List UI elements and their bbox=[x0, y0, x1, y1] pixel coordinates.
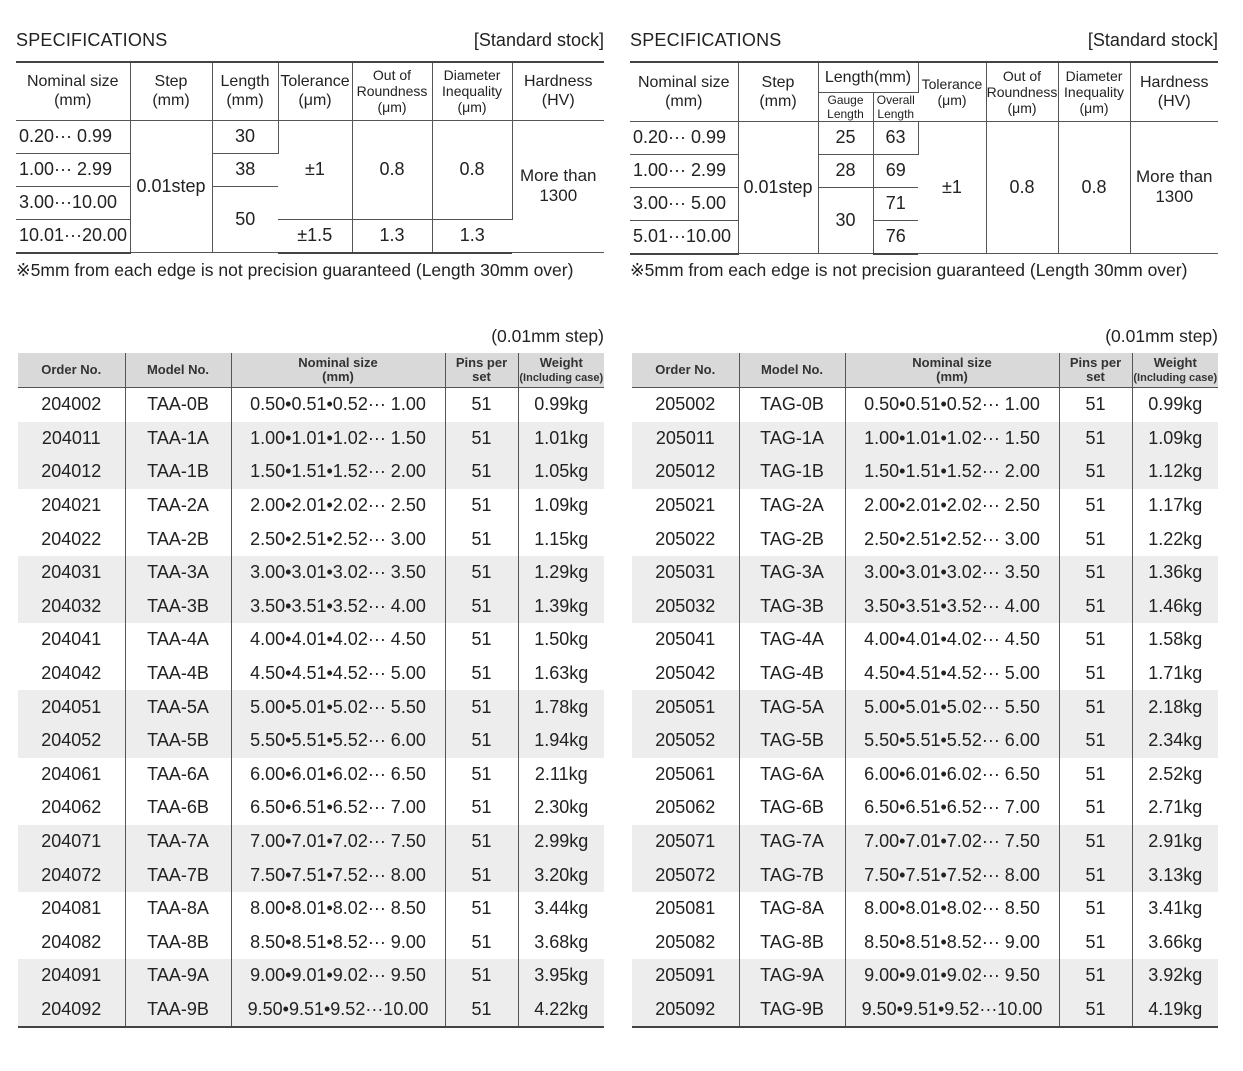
pins-cell: 51 bbox=[445, 623, 518, 657]
pins-cell: 51 bbox=[445, 690, 518, 724]
pins-cell: 51 bbox=[445, 926, 518, 960]
table-row bbox=[632, 590, 1218, 624]
nominal-cell: 0.20··· 0.99 bbox=[630, 121, 738, 154]
model-no-cell: TAG-8A bbox=[739, 892, 845, 926]
table-row bbox=[18, 791, 604, 825]
order-no-cell: 204061 bbox=[18, 758, 125, 792]
table-row bbox=[632, 825, 1218, 859]
model-no-cell: TAA-8A bbox=[125, 892, 231, 926]
step-note: (0.01mm step) bbox=[1105, 326, 1218, 346]
nominal-size-cell: 8.50•8.51•8.52··· 9.00 bbox=[845, 926, 1059, 960]
nominal-size-cell: 9.50•9.51•9.52···10.00 bbox=[231, 993, 445, 1028]
weight-cell: 1.39kg bbox=[518, 590, 604, 624]
pins-cell: 51 bbox=[1059, 556, 1132, 590]
order-no-cell: 204092 bbox=[18, 993, 125, 1028]
order-no-cell: 205092 bbox=[632, 993, 739, 1028]
nominal-cell: 0.20··· 0.99 bbox=[16, 120, 130, 153]
order-no-cell: 204091 bbox=[18, 959, 125, 993]
order-no-cell: 204071 bbox=[18, 825, 125, 859]
model-no-cell: TAA-9A bbox=[125, 959, 231, 993]
weight-cell: 2.99kg bbox=[518, 825, 604, 859]
model-no-cell: TAA-1A bbox=[125, 422, 231, 456]
inequality-cell: 0.8 bbox=[1058, 121, 1130, 254]
order-no-cell: 204042 bbox=[18, 657, 125, 691]
table-row bbox=[18, 825, 604, 859]
weight-cell: 1.22kg bbox=[1148, 528, 1203, 549]
table-row bbox=[632, 556, 1218, 590]
table-row bbox=[632, 657, 1218, 691]
pins-cell: 51 bbox=[445, 388, 518, 422]
table-row bbox=[632, 758, 1218, 792]
pins-cell: 51 bbox=[445, 724, 518, 758]
weight-cell: 1.29kg bbox=[518, 556, 604, 590]
table-row bbox=[18, 422, 604, 456]
model-no-cell: TAG-4A bbox=[739, 623, 845, 657]
nominal-size-cell: 3.00•3.01•3.02··· 3.50 bbox=[845, 556, 1059, 590]
nominal-size-cell: 9.00•9.01•9.02··· 9.50 bbox=[845, 959, 1059, 993]
weight-cell: 1.94kg bbox=[518, 724, 604, 758]
table-row bbox=[18, 690, 604, 724]
order-no-cell: 204032 bbox=[18, 590, 125, 624]
order-no-cell: 205021 bbox=[632, 489, 739, 523]
model-no-cell: TAG-1A bbox=[739, 422, 845, 456]
roundness-cell: 0.8 bbox=[352, 120, 432, 219]
table-row bbox=[632, 724, 1218, 758]
nominal-size-cell: 9.50•9.51•9.52···10.00 bbox=[845, 993, 1059, 1028]
order-no-cell: 205082 bbox=[632, 926, 739, 960]
pins-cell: 51 bbox=[445, 489, 518, 523]
nominal-cell: 10.01···20.00 bbox=[16, 219, 130, 253]
order-no-cell: 204041 bbox=[18, 623, 125, 657]
weight-cell: 2.18kg bbox=[1132, 690, 1218, 724]
order-no-cell: 205041 bbox=[632, 623, 739, 657]
spec-title: SPECIFICATIONS bbox=[630, 30, 782, 50]
table-row bbox=[632, 959, 1218, 993]
pins-cell: 51 bbox=[1059, 825, 1132, 859]
header-tolerance: Tolerance (μm) bbox=[278, 62, 352, 120]
pins-cell: 51 bbox=[1059, 489, 1132, 523]
step-cell: 0.01step bbox=[738, 121, 818, 254]
model-no-cell: TAG-9A bbox=[739, 959, 845, 993]
nominal-size-cell: 6.00•6.01•6.02··· 6.50 bbox=[845, 758, 1059, 792]
pins-cell: 51 bbox=[1059, 926, 1132, 960]
table-row bbox=[18, 724, 604, 758]
nominal-size-cell: 8.50•8.51•8.52··· 9.00 bbox=[231, 926, 445, 960]
pins-cell: 51 bbox=[1059, 455, 1132, 489]
nominal-cell: 1.00··· 2.99 bbox=[630, 154, 738, 187]
table-row bbox=[632, 623, 1218, 657]
order-no-cell: 205061 bbox=[632, 758, 739, 792]
weight-cell: 2.30kg bbox=[534, 797, 589, 818]
weight-cell: 3.95kg bbox=[518, 959, 604, 993]
table-row bbox=[18, 623, 604, 657]
nominal-size-cell: 3.50•3.51•3.52··· 4.00 bbox=[845, 590, 1059, 624]
spec-note: ※5mm from each edge is not precision guaranteed (Length 30mm over) bbox=[630, 260, 1188, 280]
model-no-cell: TAA-2B bbox=[125, 522, 231, 556]
model-no-cell: TAG-0B bbox=[739, 388, 845, 422]
order-no-cell: 204052 bbox=[18, 724, 125, 758]
weight-cell: 4.19kg bbox=[1132, 993, 1218, 1028]
table-row bbox=[18, 858, 604, 892]
overall-length-cell: 71 bbox=[873, 187, 918, 220]
order-no-cell: 205012 bbox=[632, 455, 739, 489]
weight-cell: 1.17kg bbox=[1148, 495, 1203, 516]
model-no-cell: TAG-9B bbox=[739, 993, 845, 1028]
header-order-no: Order No. bbox=[18, 353, 125, 388]
order-no-cell: 205051 bbox=[632, 690, 739, 724]
model-no-cell: TAA-4B bbox=[125, 657, 231, 691]
order-no-cell: 205081 bbox=[632, 892, 739, 926]
table-row bbox=[18, 892, 604, 926]
nominal-size-cell: 8.00•8.01•8.02··· 8.50 bbox=[231, 892, 445, 926]
order-no-cell: 205011 bbox=[632, 422, 739, 456]
model-no-cell: TAG-8B bbox=[739, 926, 845, 960]
model-no-cell: TAA-9B bbox=[125, 993, 231, 1028]
nominal-size-cell: 0.50•0.51•0.52··· 1.00 bbox=[845, 388, 1059, 422]
order-no-cell: 204021 bbox=[18, 489, 125, 523]
weight-cell: 1.36kg bbox=[1132, 556, 1218, 590]
header-roundness: Out of Roundness (μm) bbox=[352, 62, 432, 120]
nominal-size-cell: 7.00•7.01•7.02··· 7.50 bbox=[845, 825, 1059, 859]
order-no-cell: 204072 bbox=[18, 858, 125, 892]
step-cell: 0.01step bbox=[130, 120, 212, 253]
order-no-cell: 205072 bbox=[632, 858, 739, 892]
nominal-size-cell: 1.00•1.01•1.02··· 1.50 bbox=[845, 422, 1059, 456]
order-no-cell: 205031 bbox=[632, 556, 739, 590]
weight-cell: 2.11kg bbox=[534, 763, 588, 784]
pins-cell: 51 bbox=[1059, 993, 1132, 1028]
pins-cell: 51 bbox=[1059, 724, 1132, 758]
model-no-cell: TAA-8B bbox=[125, 926, 231, 960]
weight-cell: 1.58kg bbox=[1148, 629, 1203, 650]
nominal-cell: 1.00··· 2.99 bbox=[16, 153, 130, 186]
spec-note: ※5mm from each edge is not precision guaranteed (Length 30mm over) bbox=[16, 260, 574, 280]
pins-cell: 51 bbox=[445, 556, 518, 590]
table-row bbox=[632, 455, 1218, 489]
header-roundness: Out of Roundness (μm) bbox=[986, 62, 1058, 121]
step-note: (0.01mm step) bbox=[491, 326, 604, 346]
pins-cell: 51 bbox=[1059, 657, 1132, 691]
nominal-size-cell: 3.00•3.01•3.02··· 3.50 bbox=[231, 556, 445, 590]
table-row bbox=[18, 556, 604, 590]
pins-cell: 51 bbox=[445, 892, 518, 926]
table-row bbox=[632, 489, 1218, 523]
order-no-cell: 204022 bbox=[18, 522, 125, 556]
spec-table bbox=[630, 61, 1218, 255]
nominal-size-cell: 2.50•2.51•2.52··· 3.00 bbox=[231, 522, 445, 556]
order-no-cell: 205022 bbox=[632, 522, 739, 556]
model-no-cell: TAG-7B bbox=[739, 858, 845, 892]
header-step: Step (mm) bbox=[738, 62, 818, 121]
order-no-cell: 204051 bbox=[18, 690, 125, 724]
table-row bbox=[632, 993, 1218, 1028]
order-no-cell: 205062 bbox=[632, 791, 739, 825]
nominal-size-cell: 4.50•4.51•4.52··· 5.00 bbox=[231, 657, 445, 691]
pins-cell: 51 bbox=[1059, 892, 1132, 926]
header-nominal-size: Nominal size (mm) bbox=[231, 353, 445, 388]
overall-length-cell: 63 bbox=[873, 121, 918, 154]
nominal-size-cell: 7.50•7.51•7.52··· 8.00 bbox=[231, 858, 445, 892]
gauge-length-cell: 25 bbox=[818, 121, 873, 154]
model-no-cell: TAA-7B bbox=[125, 858, 231, 892]
table-row bbox=[18, 993, 604, 1028]
table-row bbox=[18, 959, 604, 993]
spec-heading bbox=[16, 30, 604, 54]
weight-cell: 3.92kg bbox=[1132, 959, 1218, 993]
weight-cell: 3.44kg bbox=[534, 898, 589, 919]
weight-cell: 0.99kg bbox=[534, 394, 589, 415]
pins-cell: 51 bbox=[445, 455, 518, 489]
model-no-cell: TAG-4B bbox=[739, 657, 845, 691]
order-table bbox=[18, 353, 604, 1028]
header-nominal-size: Nominal size (mm) bbox=[630, 62, 738, 121]
nominal-size-cell: 3.50•3.51•3.52··· 4.00 bbox=[231, 590, 445, 624]
pins-cell: 51 bbox=[1059, 690, 1132, 724]
model-no-cell: TAA-4A bbox=[125, 623, 231, 657]
model-no-cell: TAG-7A bbox=[739, 825, 845, 859]
model-no-cell: TAG-3A bbox=[739, 556, 845, 590]
model-no-cell: TAG-6A bbox=[739, 758, 845, 792]
header-length: Length (mm) bbox=[212, 62, 278, 120]
weight-cell: 1.05kg bbox=[518, 455, 604, 489]
header-tolerance: Tolerance (μm) bbox=[918, 62, 986, 121]
weight-cell: 3.68kg bbox=[534, 931, 589, 952]
nominal-size-cell: 1.50•1.51•1.52··· 2.00 bbox=[231, 455, 445, 489]
pins-cell: 51 bbox=[445, 959, 518, 993]
table-row bbox=[18, 522, 604, 556]
model-no-cell: TAA-5A bbox=[125, 690, 231, 724]
weight-cell: 2.34kg bbox=[1132, 724, 1218, 758]
table-row bbox=[632, 858, 1218, 892]
pins-cell: 51 bbox=[1059, 623, 1132, 657]
weight-cell: 4.22kg bbox=[518, 993, 604, 1028]
model-no-cell: TAA-2A bbox=[125, 489, 231, 523]
roundness-cell: 0.8 bbox=[986, 121, 1058, 254]
table-row bbox=[18, 489, 604, 523]
nominal-size-cell: 7.50•7.51•7.52··· 8.00 bbox=[845, 858, 1059, 892]
header-inequality: Diameter Inequality (μm) bbox=[432, 62, 512, 120]
pins-cell: 51 bbox=[1059, 388, 1132, 422]
table-row bbox=[18, 926, 604, 960]
pins-cell: 51 bbox=[1059, 422, 1132, 456]
model-no-cell: TAA-3A bbox=[125, 556, 231, 590]
model-no-cell: TAA-6A bbox=[125, 758, 231, 792]
nominal-size-cell: 6.00•6.01•6.02··· 6.50 bbox=[231, 758, 445, 792]
model-no-cell: TAG-1B bbox=[739, 455, 845, 489]
spec-stock-label: [Standard stock] bbox=[1087, 30, 1218, 50]
pins-cell: 51 bbox=[445, 590, 518, 624]
weight-cell: 1.15kg bbox=[534, 528, 589, 549]
model-no-cell: TAG-2A bbox=[739, 489, 845, 523]
weight-cell: 2.91kg bbox=[1132, 825, 1218, 859]
nominal-size-cell: 4.00•4.01•4.02··· 4.50 bbox=[231, 623, 445, 657]
pins-cell: 51 bbox=[445, 522, 518, 556]
header-nominal-size: Nominal size (mm) bbox=[845, 353, 1059, 388]
table-row bbox=[632, 791, 1218, 825]
header-model-no: Model No. bbox=[125, 353, 231, 388]
nominal-size-cell: 4.50•4.51•4.52··· 5.00 bbox=[845, 657, 1059, 691]
header-pins-per-set: Pins per set bbox=[1059, 353, 1132, 388]
spec-table bbox=[16, 61, 604, 254]
inequality-cell: 0.8 bbox=[432, 120, 512, 219]
weight-cell: 3.20kg bbox=[518, 858, 604, 892]
model-no-cell: TAG-5B bbox=[739, 724, 845, 758]
gauge-length-cell: 28 bbox=[818, 154, 873, 187]
table-row bbox=[632, 422, 1218, 456]
order-no-cell: 204082 bbox=[18, 926, 125, 960]
order-no-cell: 205032 bbox=[632, 590, 739, 624]
weight-cell: 1.09kg bbox=[1132, 422, 1218, 456]
pins-cell: 51 bbox=[445, 758, 518, 792]
order-no-cell: 204031 bbox=[18, 556, 125, 590]
spec-stock-label: [Standard stock] bbox=[473, 30, 604, 50]
nominal-size-cell: 1.50•1.51•1.52··· 2.00 bbox=[845, 455, 1059, 489]
weight-cell: 1.09kg bbox=[534, 495, 589, 516]
table-row bbox=[18, 657, 604, 691]
nominal-size-cell: 9.00•9.01•9.02··· 9.50 bbox=[231, 959, 445, 993]
header-nominal-size: Nominal size (mm) bbox=[16, 62, 130, 120]
nominal-size-cell: 8.00•8.01•8.02··· 8.50 bbox=[845, 892, 1059, 926]
nominal-size-cell: 6.50•6.51•6.52··· 7.00 bbox=[231, 791, 445, 825]
model-no-cell: TAA-1B bbox=[125, 455, 231, 489]
nominal-size-cell: 2.00•2.01•2.02··· 2.50 bbox=[231, 489, 445, 523]
model-no-cell: TAA-0B bbox=[125, 388, 231, 422]
pins-cell: 51 bbox=[1059, 758, 1132, 792]
weight-cell: 1.01kg bbox=[518, 422, 604, 456]
order-no-cell: 204002 bbox=[18, 388, 125, 422]
pins-cell: 51 bbox=[1059, 590, 1132, 624]
nominal-size-cell: 7.00•7.01•7.02··· 7.50 bbox=[231, 825, 445, 859]
nominal-size-cell: 6.50•6.51•6.52··· 7.00 bbox=[845, 791, 1059, 825]
table-row bbox=[632, 892, 1218, 926]
weight-cell: 1.46kg bbox=[1132, 590, 1218, 624]
tolerance-cell: ±1 bbox=[278, 120, 352, 219]
order-no-cell: 205042 bbox=[632, 657, 739, 691]
pins-cell: 51 bbox=[445, 791, 518, 825]
nominal-size-cell: 5.50•5.51•5.52··· 6.00 bbox=[231, 724, 445, 758]
weight-cell: 1.71kg bbox=[1148, 663, 1203, 684]
nominal-size-cell: 4.00•4.01•4.02··· 4.50 bbox=[845, 623, 1059, 657]
header-pins-per-set: Pins per set bbox=[445, 353, 518, 388]
overall-length-cell: 69 bbox=[873, 154, 918, 187]
model-no-cell: TAA-5B bbox=[125, 724, 231, 758]
inequality-cell: 1.3 bbox=[432, 219, 512, 253]
model-no-cell: TAA-6B bbox=[125, 791, 231, 825]
model-no-cell: TAG-2B bbox=[739, 522, 845, 556]
tolerance-cell: ±1.5 bbox=[278, 219, 352, 253]
order-no-cell: 204062 bbox=[18, 791, 125, 825]
nominal-cell: 3.00··· 5.00 bbox=[630, 187, 738, 220]
table-row bbox=[632, 926, 1218, 960]
weight-cell: 0.99kg bbox=[1148, 394, 1203, 415]
weight-cell: 3.13kg bbox=[1132, 858, 1218, 892]
header-model-no: Model No. bbox=[739, 353, 845, 388]
model-no-cell: TAA-7A bbox=[125, 825, 231, 859]
weight-cell: 1.12kg bbox=[1132, 455, 1218, 489]
order-no-cell: 205091 bbox=[632, 959, 739, 993]
nominal-cell: 3.00···10.00 bbox=[16, 186, 130, 219]
table-row bbox=[18, 455, 604, 489]
pins-cell: 51 bbox=[1059, 858, 1132, 892]
model-no-cell: TAG-3B bbox=[739, 590, 845, 624]
nominal-size-cell: 2.50•2.51•2.52··· 3.00 bbox=[845, 522, 1059, 556]
hardness-cell: More than 1300 bbox=[512, 120, 604, 253]
pins-cell: 51 bbox=[445, 657, 518, 691]
pins-cell: 51 bbox=[1059, 522, 1132, 556]
overall-length-cell: 76 bbox=[873, 220, 918, 254]
weight-cell: 1.78kg bbox=[518, 690, 604, 724]
header-weight: Weight (Including case) bbox=[518, 353, 604, 388]
header-order-no: Order No. bbox=[632, 353, 739, 388]
length-cell: 50 bbox=[212, 186, 278, 253]
gauge-length-cell: 30 bbox=[818, 187, 873, 254]
order-table bbox=[632, 353, 1218, 1028]
pins-cell: 51 bbox=[1059, 959, 1132, 993]
table-row bbox=[18, 388, 604, 422]
pins-cell: 51 bbox=[445, 825, 518, 859]
model-no-cell: TAG-5A bbox=[739, 690, 845, 724]
pins-cell: 51 bbox=[445, 993, 518, 1028]
weight-cell: 2.52kg bbox=[1148, 763, 1203, 784]
order-no-cell: 205071 bbox=[632, 825, 739, 859]
length-cell: 38 bbox=[212, 153, 278, 186]
model-no-cell: TAA-3B bbox=[125, 590, 231, 624]
spec-title: SPECIFICATIONS bbox=[16, 30, 168, 50]
table-row bbox=[18, 590, 604, 624]
header-step: Step (mm) bbox=[130, 62, 212, 120]
table-row bbox=[632, 690, 1218, 724]
length-cell: 30 bbox=[212, 120, 278, 153]
pins-cell: 51 bbox=[445, 422, 518, 456]
order-no-cell: 204081 bbox=[18, 892, 125, 926]
header-length: Length(mm) bbox=[818, 62, 918, 92]
pins-cell: 51 bbox=[445, 858, 518, 892]
order-no-cell: 205052 bbox=[632, 724, 739, 758]
table-row bbox=[632, 388, 1218, 422]
weight-cell: 1.63kg bbox=[534, 663, 589, 684]
header-overall-length: Overall Length bbox=[873, 92, 918, 121]
table-row bbox=[18, 758, 604, 792]
nominal-size-cell: 1.00•1.01•1.02··· 1.50 bbox=[231, 422, 445, 456]
weight-cell: 1.50kg bbox=[534, 629, 589, 650]
hardness-cell: More than 1300 bbox=[1130, 121, 1218, 254]
nominal-size-cell: 5.50•5.51•5.52··· 6.00 bbox=[845, 724, 1059, 758]
spec-heading bbox=[630, 30, 1218, 54]
nominal-size-cell: 5.00•5.01•5.02··· 5.50 bbox=[231, 690, 445, 724]
nominal-size-cell: 5.00•5.01•5.02··· 5.50 bbox=[845, 690, 1059, 724]
model-no-cell: TAG-6B bbox=[739, 791, 845, 825]
header-hardness: Hardness (HV) bbox=[1130, 62, 1218, 121]
pins-cell: 51 bbox=[1059, 791, 1132, 825]
nominal-cell: 5.01···10.00 bbox=[630, 220, 738, 254]
weight-cell: 2.71kg bbox=[1148, 797, 1203, 818]
header-hardness: Hardness (HV) bbox=[512, 62, 604, 120]
header-weight: Weight (Including case) bbox=[1132, 353, 1218, 388]
weight-cell: 3.66kg bbox=[1148, 931, 1203, 952]
order-no-cell: 204012 bbox=[18, 455, 125, 489]
header-gauge-length: Gauge Length bbox=[818, 92, 873, 121]
order-no-cell: 204011 bbox=[18, 422, 125, 456]
header-inequality: Diameter Inequality (μm) bbox=[1058, 62, 1130, 121]
nominal-size-cell: 0.50•0.51•0.52··· 1.00 bbox=[231, 388, 445, 422]
order-no-cell: 205002 bbox=[632, 388, 739, 422]
tolerance-cell: ±1 bbox=[918, 121, 986, 254]
weight-cell: 3.41kg bbox=[1148, 898, 1203, 919]
roundness-cell: 1.3 bbox=[352, 219, 432, 253]
table-row bbox=[632, 522, 1218, 556]
nominal-size-cell: 2.00•2.01•2.02··· 2.50 bbox=[845, 489, 1059, 523]
